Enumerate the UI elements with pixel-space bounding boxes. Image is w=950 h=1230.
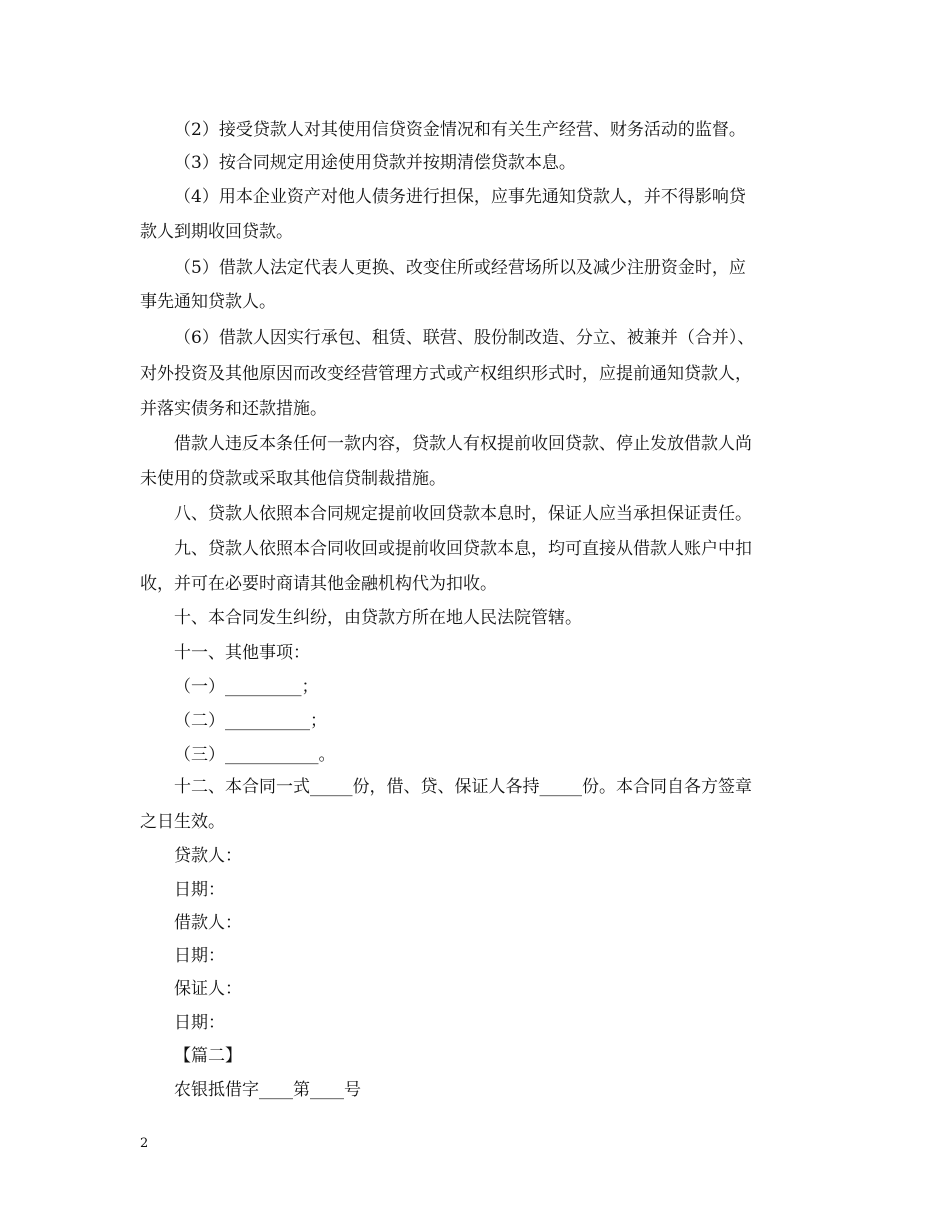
text-line: 农银抵借字____第____号 (174, 1080, 361, 1100)
text-line: （2）接受贷款人对其使用信贷资金情况和有关生产经营、财务活动的监督。 (174, 120, 746, 140)
text-line: 贷款人： (174, 846, 242, 866)
text-line: 并落实债务和还款措施。 (140, 399, 327, 419)
text-line: 事先通知贷款人。 (140, 292, 276, 312)
section-heading: 【篇二】 (174, 1046, 242, 1066)
text-line: 八、贷款人依照本合同规定提前收回贷款本息时，保证人应当承担保证责任。 (174, 504, 752, 524)
page-number: 2 (140, 1136, 149, 1151)
text-line: 十、本合同发生纠纷，由贷款方所在地人民法院管辖。 (174, 608, 582, 628)
text-line: 收，并可在必要时商请其他金融机构代为扣收。 (140, 574, 497, 594)
text-line: （二）__________； (174, 711, 327, 731)
text-line: 款人到期收回贷款。 (140, 222, 293, 242)
text-line: 借款人： (174, 913, 242, 933)
text-line: 九、贷款人依照本合同收回或提前收回贷款本息，均可直接从借款人账户中扣 (174, 539, 752, 559)
text-line: （3）按合同规定用途使用贷款并按期清偿贷款本息。 (174, 153, 576, 173)
text-line: 保证人： (174, 979, 242, 999)
text-line: 十一、其他事项： (174, 643, 310, 663)
text-line: （三）___________。 (174, 745, 336, 765)
text-line: 十二、本合同一式_____份，借、贷、保证人各持_____份。本合同自各方签章 (174, 777, 752, 797)
text-line: 借款人违反本条任何一款内容，贷款人有权提前收回贷款、停止发放借款人尚 (174, 434, 752, 454)
text-line: （一）_________； (174, 677, 319, 697)
text-line: （6）借款人因实行承包、租赁、联营、股份制改造、分立、被兼并（合并）、 (174, 328, 755, 348)
text-line: 日期： (174, 880, 225, 900)
text-line: 对外投资及其他原因而改变经营管理方式或产权组织形式时，应提前通知贷款人， (140, 364, 752, 384)
text-line: 未使用的贷款或采取其他信贷制裁措施。 (140, 469, 446, 489)
text-line: （5）借款人法定代表人更换、改变住所或经营场所以及减少注册资金时，应 (174, 258, 746, 278)
text-line: 日期： (174, 1013, 225, 1033)
text-line: 之日生效。 (140, 812, 225, 832)
text-line: 日期： (174, 946, 225, 966)
text-line: （4）用本企业资产对他人债务进行担保，应事先通知贷款人，并不得影响贷 (174, 187, 746, 207)
